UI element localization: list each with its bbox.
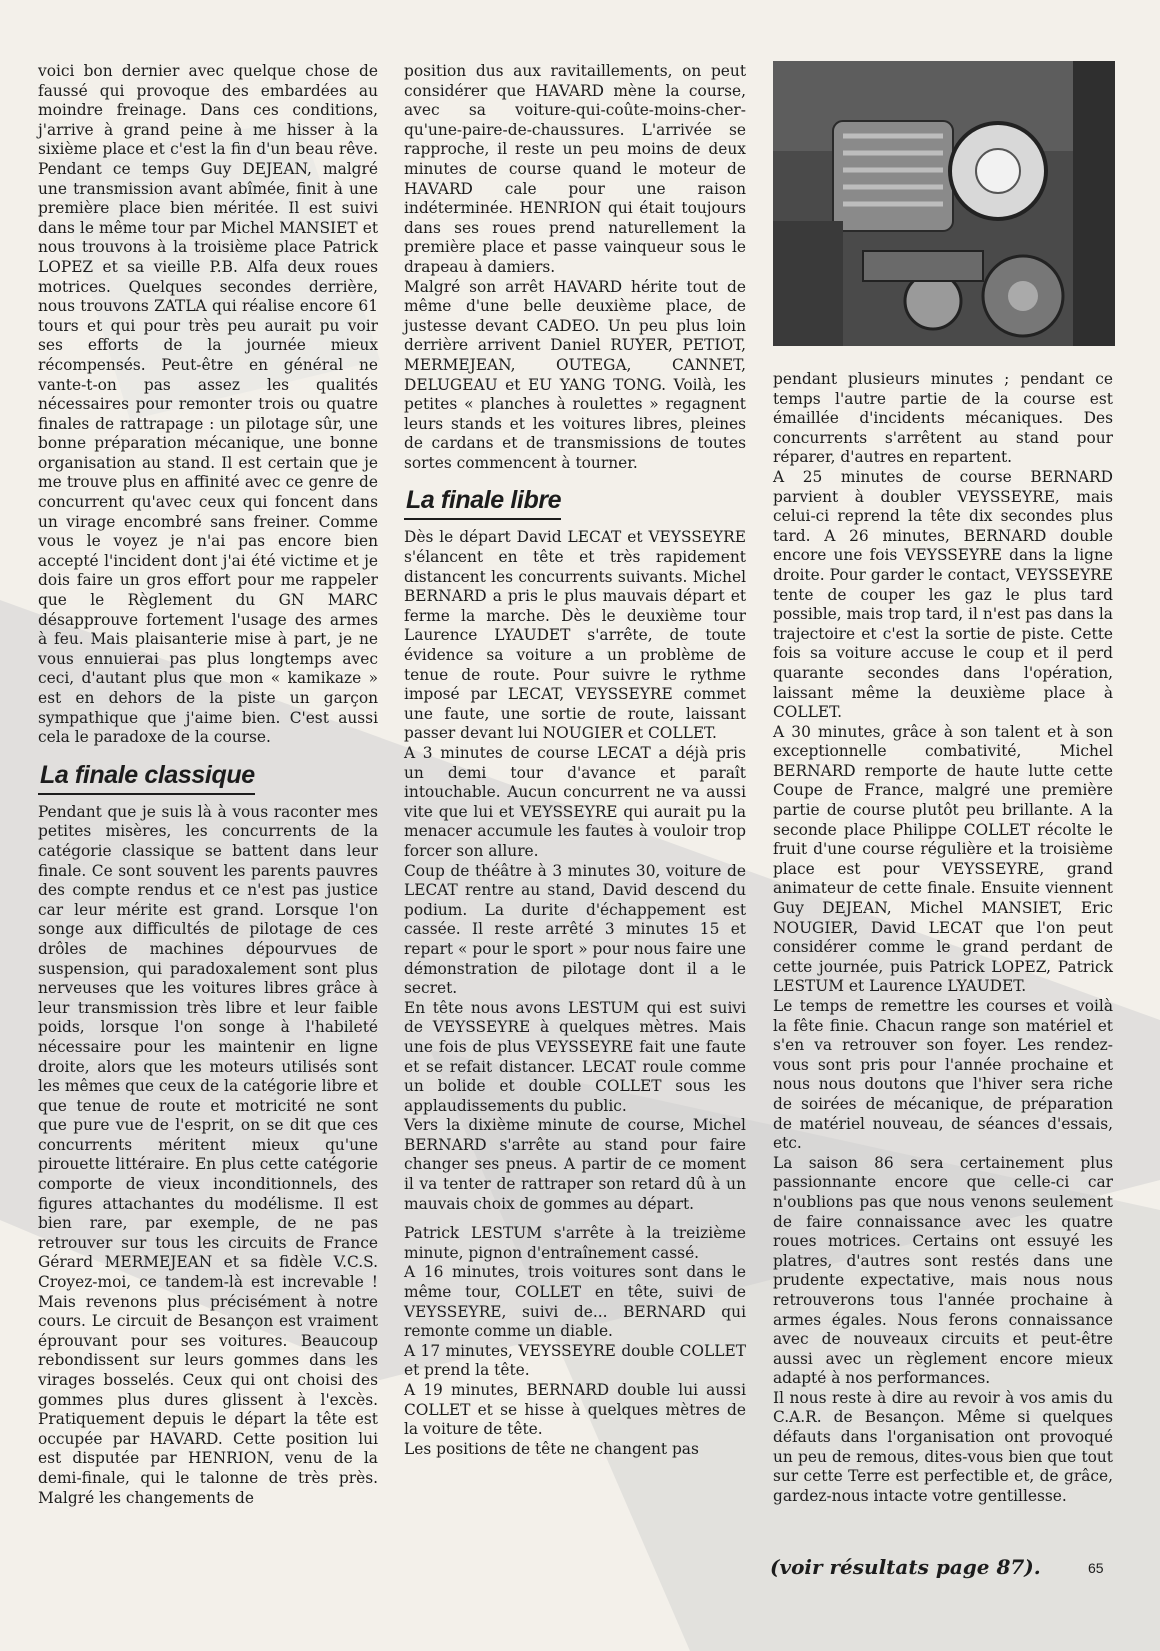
paragraph: A 30 minutes, grâce à son talent et à son exceptionnelle combativité, Michel BERNARD remporte de haute lutte cette Coupe de France, malgré une première partie de course plutôt peu brillante. A la seconde place Philippe COLLET récolte le fruit d'une course régulière et la troisième place est pour VEYSSEYRE, grand animateur de cette finale. Ensuite viennent Guy DEJEAN, Michel MANSIET, Eric NOUGIER, David LECAT que l'on peut considérer comme le grand perdant de cette journée, puis Patrick LOPEZ, Patrick LESTUM et Laurence LYAUDET. (773, 722, 1113, 996)
article-column-1 (38, 62, 378, 1508)
paragraph: Dès le départ David LECAT et VEYSSEYRE s'élancent en tête et très rapidement distancent les concurrents suivants. Michel BERNARD a pris le plus mauvais départ et ferme la marche. Dès le deuxième tour Laurence LYAUDET s'arrête, de toute évidence sa voiture a un problème de tenue de route. Pour suivre le rythme imposé par LECAT, VEYSSEYRE commet une faute, une sortie de route, laissant passer devant lui NOUGIER et COLLET. (404, 528, 746, 743)
paragraph: Patrick LESTUM s'arrête à la treizième minute, pignon d'entraînement cassé. (404, 1224, 746, 1262)
paragraph: En tête nous avons LESTUM qui est suivi de VEYSSEYRE à quelques mètres. Mais une fois de plus VEYSSEYRE fait une faute et se refait distancer. LECAT roule comme un bolide et double COLLET sous les applaudissements du public. (404, 998, 746, 1115)
page-number: 65 (1088, 1560, 1104, 1576)
paragraph: Vers la dixième minute de course, Michel BERNARD s'arrête au stand pour faire changer ses pneus. A partir de ce moment il va tenter de rattraper son retard dû à un mauvais choix de gommes au départ. (404, 1116, 746, 1213)
paragraph: Coup de théâtre à 3 minutes 30, voiture de LECAT rentre au stand, David descend du podium. La durite d'échappement est cassée. Il reste arrêté 3 minutes 15 et repart « pour le sport » pour nous faire une démonstration de pilotage dont il a le secret. (404, 861, 746, 998)
paragraph: La saison 86 sera certainement plus passionnante encore que celle-ci car n'oublions pas que nous venons seulement de faire connaissance avec les quatre roues motrices. Certains ont essuyé les platres, d'autres sont restés dans une prudente expectative, mais nous nous retrouverons tous l'année prochaine à armes égales. Nous ferons connaissance avec de nouveaux circuits et peut-être aussi avec un règlement encore mieux adapté à nos performances. (773, 1153, 1113, 1388)
article-column-3 (773, 370, 1113, 1506)
engine-photo (773, 61, 1115, 346)
paragraph: voici bon dernier avec quelque chose de faussé qui provoque des embardées au moindre freinage. Dans ces conditions, j'arrive à grand peine à me hisser à la sixième place et c'est la fin d'un beau rêve. Pendant ce temps Guy DEJEAN, malgré une transmission avant abîmée, finit à une première place bien méritée. Il est suivi dans le même tour par Michel MANSIET et nous trouvons à la troisième place Patrick LOPEZ et sa vieille P.B. Alfa deux roues motrices. Quelques secondes derrière, nous trouvons ZATLA qui réalise encore 61 tours et qui pour très peu aurait pu voir ses efforts de la journée mieux récompensés. Peut-être en général ne vante-t-on pas assez les qualités nécessaires pour remonter trois ou quatre finales de rattrapage : un pilotage sûr, une bonne préparation mécanique, une bonne organisation au stand. Il est certain que je me trouve plus en affinité avec ce genre de concurrent qu'avec ceux qui foncent dans un virage encombré sans freiner. Comme vous le voyez je n'ai pas encore bien accepté l'incident dont j'ai été victime et je dois faire un gros effort pour me rappeler que le Règlement du GN MARC désapprouve fortement l'usage des armes à feu. Mais plaisanterie mise à part, je ne vous ennuierai pas plus longtemps avec ceci, d'autant plus que mon « kamikaze » est en dehors de la piste un garçon sympathique que j'aime bien. C'est aussi cela le paradoxe de la course. (38, 62, 378, 747)
results-reference: (voir résultats page 87). (770, 1555, 1041, 1579)
paragraph: position dus aux ravitaillements, on peut considérer que HAVARD mène la course, avec sa voiture-qui-coûte-moins-cher-qu'une-paire-de-chaussures. L'arrivée se rapproche, il reste un peu moins de deux minutes de course quand le moteur de HAVARD cale pour une raison indéterminée. HENRION qui était toujours dans ses roues prend naturellement la première place et passe vainqueur sous le drapeau à damiers. (404, 62, 746, 276)
paragraph: A 19 minutes, BERNARD double lui aussi COLLET et se hisse à quelques mètres de la voiture de tête. (404, 1381, 746, 1439)
paragraph: Il nous reste à dire au revoir à vos amis du C.A.R. de Besançon. Même si quelques défauts dans l'organisation ont provoqué un peu de remous, dites-vous bien que tout sur cette Terre est perfectible et, de grâce, gardez-nous intacte votre gentillesse. (773, 1388, 1113, 1505)
paragraph: A 17 minutes, VEYSSEYRE double COLLET et prend la tête. (404, 1341, 746, 1380)
paragraph: Les positions de tête ne changent pas (404, 1439, 699, 1458)
paragraph: A 3 minutes de course LECAT a déjà pris un demi tour d'avance et paraît intouchable. Aucun concurrent ne va aussi vite que lui et VEYSSEYRE qui aurait pu la menacer accumule les fautes à vouloir trop forcer son allure. (404, 744, 746, 860)
paragraph: Le temps de remettre les courses et voilà la fête finie. Chacun range son matériel et s'en va retrouver son foyer. Les rendez-vous sont pris pour l'année prochaine et nous nous doutons que l'hiver sera riche de soirées de mécanique, de préparation de matériel nouveau, de séances d'essais, etc. (773, 997, 1113, 1153)
paragraph: pendant plusieurs minutes ; pendant ce temps l'autre partie de la course est émaillée d'incidents mécaniques. Des concurrents s'arrêtent au stand pour réparer, d'autres en repartent. (773, 370, 1113, 467)
paragraph: Malgré son arrêt HAVARD hérite tout de même d'une belle deuxième place, de justesse devant CADEO. Un peu plus loin derrière arrivent Daniel RUYER, PETIOT, MERMEJEAN, OUTEGA, CANNET, DELUGEAU et EU YANG TONG. Voilà, les petites « planches à roulettes » regagnent leurs stands et les voitures libres, pleines de cardans et de transmissions de toutes sortes commencent à tourner. (404, 277, 746, 472)
paragraph: Pendant que je suis là à vous raconter mes petites misères, les concurrents de la catégorie classique se battent dans leur finale. Ce sont souvent les parents pauvres des compte rendus et ce n'est pas justice car leur mérite est grand. Lorsque l'on songe aux difficultés de pilotage de ces drôles de machines dépourvues de suspension, qui paradoxalement sont plus nerveuses que les voitures libres grâce à leur transmission très libre et leur faible poids, lorsque l'on songe à l'habileté nécessaire pour les maintenir en ligne droite, alors que les moteurs utilisés sont les mêmes que ceux de la catégorie libre et que tenue de route et motricité ne sont que pure vue de l'esprit, on se dit que ces concurrents méritent mieux qu'une pirouette littéraire. En plus cette catégorie comporte de vieux inconditionnels, des figures attachantes du modélisme. Il est bien rare, par exemple, de ne pas retrouver sur tous les circuits de France Gérard MERMEJEAN et sa fidèle V.C.S. Croyez-moi, ce tandem-là est increvable ! Mais revenons plus précisément à notre cours. Le circuit de Besançon est vraiment éprouvant pour ses voitures. Beaucoup rebondissent sur leurs gommes dans les virages bosselés. Ceux qui ont choisi des gommes plus dures glissent à l'excès. Pratiquement depuis le départ la tête est occupée par HAVARD. Cette position lui est disputée par HENRION, venu de la demi-finale, qui le talonne de très près. Malgré les changements de (38, 802, 378, 1507)
section-heading-libre: La finale libre (404, 485, 561, 520)
paragraph: A 25 minutes de course BERNARD parvient à doubler VEYSSEYRE, mais celui-ci reprend la tête dix secondes plus tard. A 26 minutes, BERNARD double encore une fois VEYSSEYRE dans la ligne droite. Pour garder le contact, VEYSSEYRE tente de couper les gaz le plus tard possible, mais trop tard, il n'est pas dans la trajectoire et c'est la sortie de piste. Cette fois sa voiture accuse le coup et il perd quarante secondes dans l'opération, laissant même la deuxième place à COLLET. (773, 467, 1113, 722)
section-heading-classique: La finale classique (38, 760, 255, 795)
article-column-2 (404, 62, 746, 1459)
paragraph: A 16 minutes, trois voitures sont dans le même tour, COLLET en tête, suivi de VEYSSEYRE, suivi de... BERNARD qui remonte comme un diable. (404, 1263, 746, 1341)
